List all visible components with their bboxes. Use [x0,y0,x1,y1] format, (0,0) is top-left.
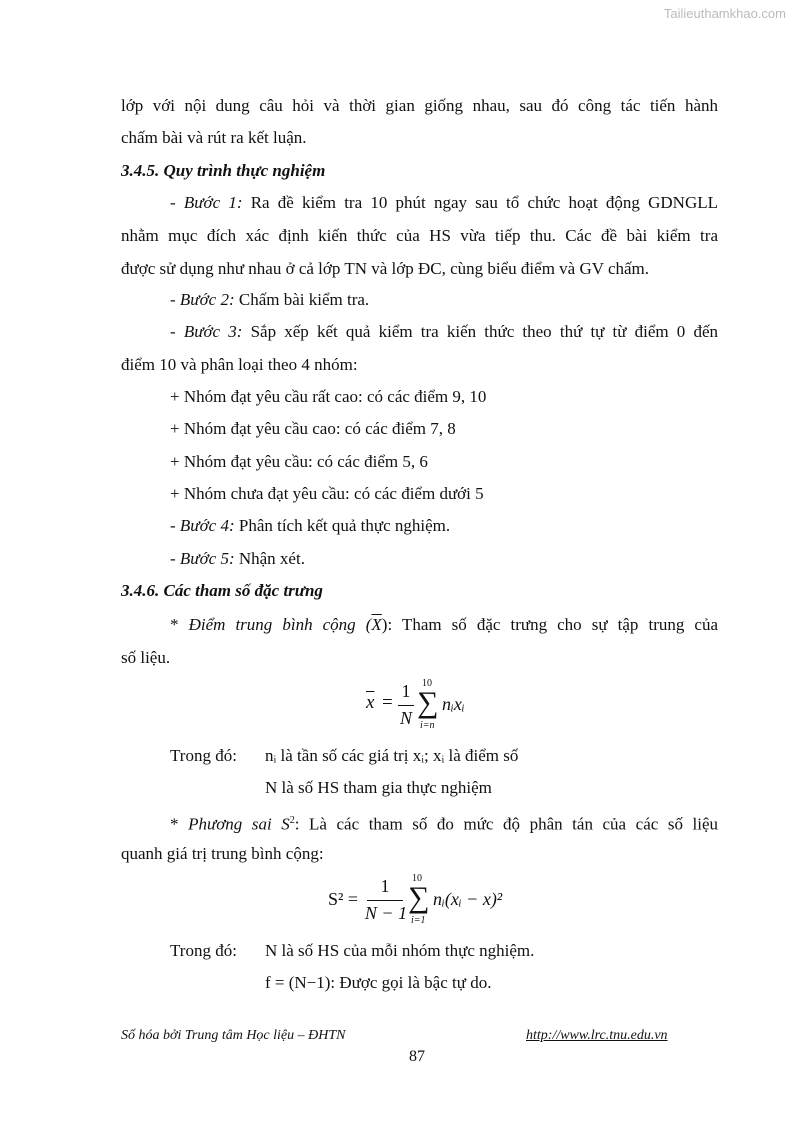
variance-label: Phương sai S [188,814,290,834]
where-label: Trong đó: [170,746,237,765]
footer-link[interactable]: http://www.lrc.tnu.edu.vn [526,1028,668,1043]
fraction-denominator: N − 1 [364,903,408,923]
variance-definition [170,810,718,836]
where-text: N là số HS tham gia thực nghiệm [265,778,492,797]
paragraph-line: nhằm mục đích xác định kiến thức của HS vừa tiếp thu. Các đề bài kiểm tra [121,226,718,245]
paragraph-line: số liệu. [121,648,171,667]
where-text: nᵢ là tần số các giá trị xᵢ; xᵢ là điểm số [265,746,519,765]
step-2: - Bước 2: Chấm bài kiểm tra. [170,290,370,309]
paragraph-line: lớp với nội dung câu hỏi và thời gian giống nhau, sau đó công tác tiến hành [121,96,718,115]
paragraph-line: quanh giá trị trung bình cộng: [121,844,324,863]
paragraph-line: điểm 10 và phân loại theo 4 nhóm: [121,355,358,374]
watermark: Tailieuthamkhao.com [663,6,786,21]
section-heading-3-4-5: 3.4.5. Quy trình thực nghiệm [121,161,326,180]
step-label: Bước 1: [183,193,243,212]
formula-lhs: $\overline{x}$ [366,692,375,713]
step-text: Chấm bài kiểm tra. [234,290,370,309]
variance-superscript: 2 [289,815,295,826]
fraction-bar [367,900,403,901]
where-text: f = (N−1): Được gọi là bậc tự do. [265,973,492,992]
footer-source: Số hóa bởi Trung tâm Học liệu – ĐHTN [121,1028,346,1043]
step-1: - Bước 1: Ra đề kiểm tra 10 phút ngay sau tổ chức hoạt động GDNGLL [170,193,718,212]
sum-lower-limit: i=n [420,720,435,731]
mean-symbol: $\overline{X}$ [371,615,382,634]
sum-lower-limit: i=1 [411,915,426,926]
sum-upper-limit: 10 [412,873,422,884]
where-label: Trong đó: [170,941,237,960]
paragraph-line: được sử dụng như nhau ở cả lớp TN và lớp ĐC, cùng biểu điểm và GV chấm. [121,259,650,278]
paragraph-line: chấm bài và rút ra kết luận. [121,128,307,147]
fraction-denominator: N [399,708,412,728]
step-text: Ra đề kiểm tra 10 phút ngay sau tổ chức hoạt động GDNGLL [242,193,718,212]
step-text: Phân tích kết quả thực nghiệm. [234,516,451,535]
bullet: * [170,615,189,634]
step-label: Bước 4: [179,516,235,535]
step-4: - Bước 4: Phân tích kết quả thực nghiệm. [170,516,451,535]
step-label: Bước 3: [183,322,243,341]
where-text: N là số HS của mỗi nhóm thực nghiệm. [265,941,535,960]
formula-lhs: S² = [328,889,359,909]
step-3: - Bước 3: Sắp xếp kết quả kiểm tra kiến thức theo thứ tự từ điểm 0 đến [170,322,718,341]
mean-text: ): Tham số đặc trưng cho sự tập trung của [381,615,719,634]
mean-definition [170,614,718,636]
variance-text: : Là các tham số đo mức độ phân tán của các số liệu [294,814,719,834]
step-label: Bước 5: [179,549,235,568]
fraction-bar [398,705,414,706]
group-item: + Nhóm đạt yêu cầu: có các điểm 5, 6 [170,452,428,471]
section-heading-3-4-6: 3.4.6. Các tham số đặc trưng [121,581,323,600]
fraction-numerator: 1 [380,876,390,896]
formula-equals: = [382,692,393,713]
group-item: + Nhóm đạt yêu cầu cao: có các điểm 7, 8 [170,419,456,438]
mean-label: Điểm trung bình cộng ( [188,615,372,634]
group-item: + Nhóm đạt yêu cầu rất cao: có các điểm 9, 10 [170,387,487,406]
step-text: Sắp xếp kết quả kiểm tra kiến thức theo thứ tự từ điểm 0 đến [242,322,718,341]
sum-upper-limit: 10 [422,678,432,689]
summation-icon: ∑ [408,881,430,914]
page-number: 87 [409,1048,425,1065]
group-item: + Nhóm chưa đạt yêu cầu: có các điểm dưới 5 [170,484,484,503]
step-5: - Bước 5: Nhận xét. [170,549,305,568]
step-text: Nhận xét. [234,549,305,568]
summation-icon: ∑ [417,686,439,719]
formula-term: nᵢ(xᵢ − x)² [433,889,503,909]
formula-term: nᵢxᵢ [442,694,465,714]
fraction-numerator: 1 [401,681,411,701]
bullet: * [170,814,189,834]
step-label: Bước 2: [179,290,235,309]
